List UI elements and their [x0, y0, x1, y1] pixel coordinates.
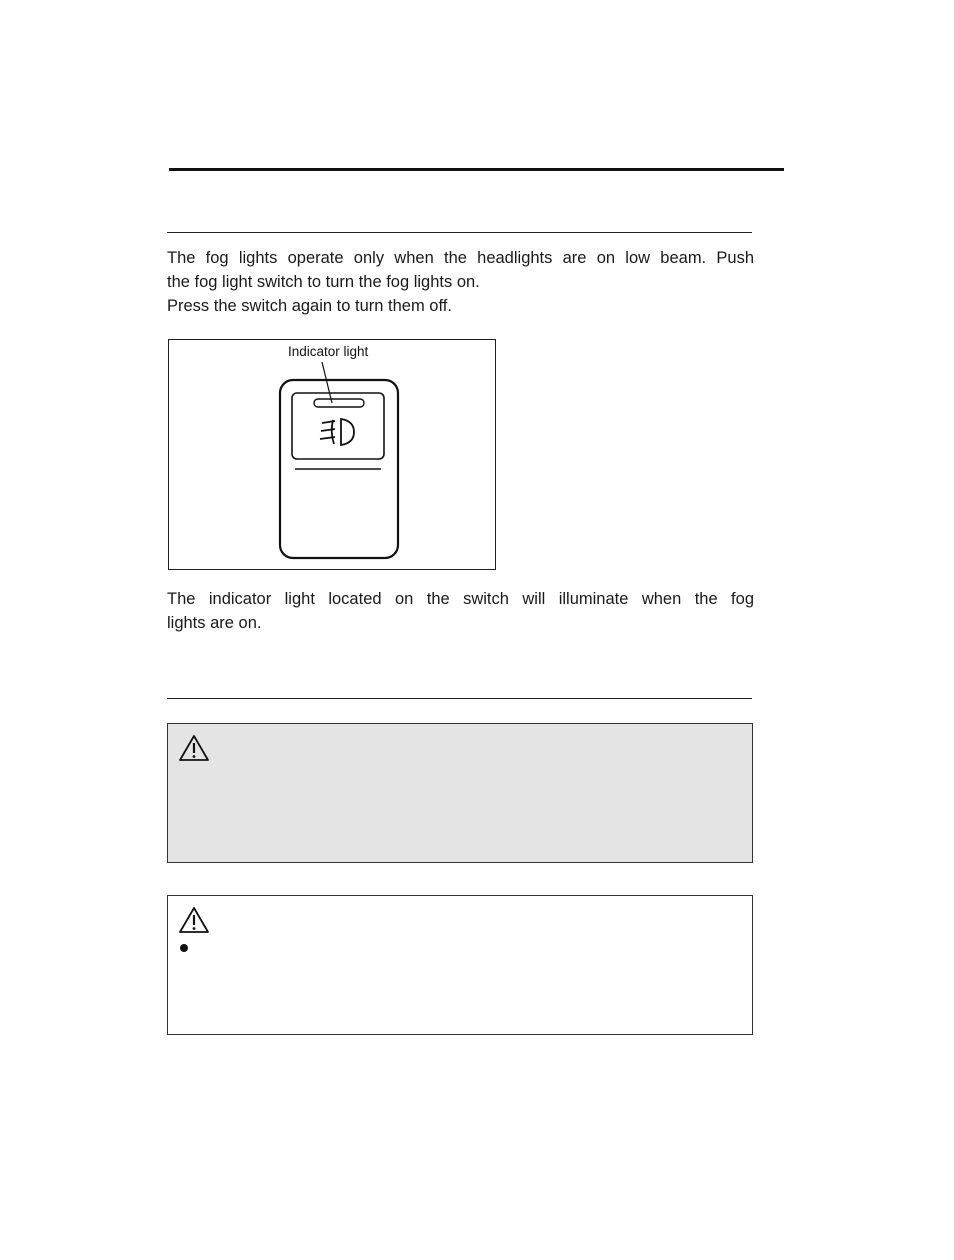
indicator-line-1: The indicator light located on the switch will illuminate when the fog — [167, 590, 754, 608]
switch-illustration — [169, 340, 497, 571]
caution-box — [167, 895, 753, 1035]
header-rule — [169, 168, 784, 171]
intro-line-3: Press the switch again to turn them off. — [167, 297, 452, 315]
section-rule — [167, 232, 752, 233]
indicator-light-label: Indicator light — [288, 344, 369, 359]
warning-triangle-icon — [178, 734, 210, 762]
section-rule-2 — [167, 698, 752, 699]
intro-line-2: the fog light switch to turn the fog lights on. — [167, 273, 480, 291]
fog-light-switch-figure — [168, 339, 496, 570]
warning-triangle-icon — [178, 906, 210, 934]
fog-light-icon — [320, 419, 354, 445]
warning-box — [167, 723, 753, 863]
indicator-line-2: lights are on. — [167, 614, 262, 632]
intro-paragraph — [167, 246, 754, 318]
intro-line-1: The fog lights operate only when the headlights are on low beam. Push — [167, 249, 754, 267]
bullet-point — [180, 944, 188, 952]
indicator-paragraph — [167, 587, 754, 635]
